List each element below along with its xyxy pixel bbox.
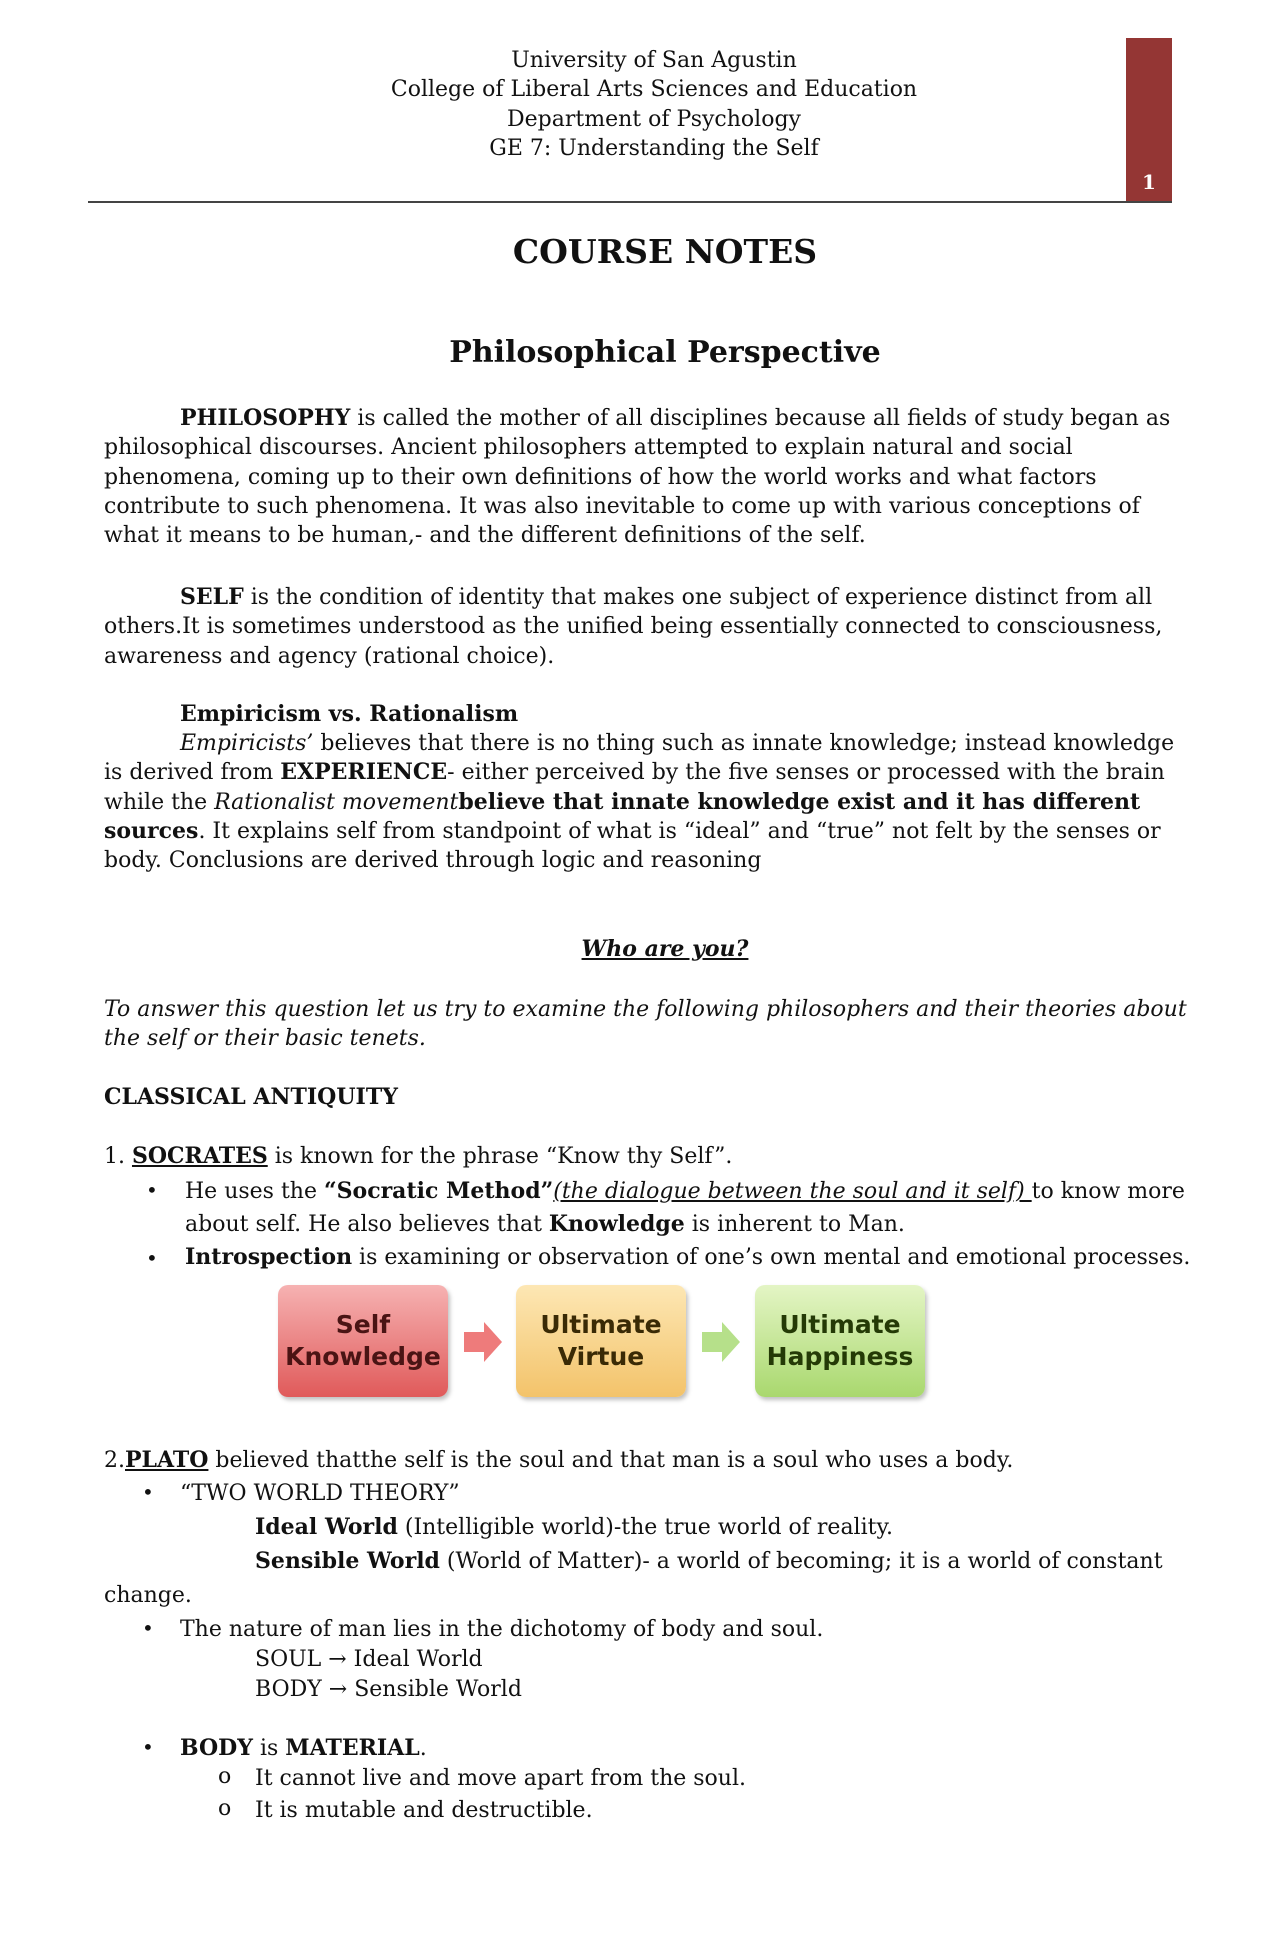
- rationalist-term: Rationalist movement: [214, 789, 459, 815]
- self-paragraph: [104, 583, 1194, 671]
- bullet-icon: •: [146, 1178, 158, 1202]
- socrates-text: is known for the phrase “Know thy Self”.: [267, 1144, 733, 1169]
- ultimate-virtue-box: [516, 1285, 686, 1397]
- material-term: MATERIAL: [285, 1735, 420, 1761]
- header-rule: [88, 201, 1172, 203]
- sub-bullet-icon: o: [218, 1764, 232, 1789]
- knowledge-term: Knowledge: [548, 1211, 685, 1237]
- dichotomy-bullet: The nature of man lies in the dichotomy of body and soul.: [180, 1617, 824, 1642]
- sensible-world-line: [255, 1547, 1205, 1576]
- socratic-method-bullet: [185, 1175, 1205, 1241]
- bullet-icon: •: [142, 1480, 154, 1504]
- emp-text-1: believes that there is no thing such as innate knowledge; instead knowledge is derived from: [104, 731, 1175, 786]
- rationalist-belief: believe that innate knowledge exist and it has different sources: [104, 788, 1141, 844]
- self-text: is the condition of identity that makes one subject of experience distinct from all others.It is sometimes understood as the unified being essentially connected to consciousness, awareness and agency (rational choice).: [104, 585, 1163, 669]
- empiricism-heading-text: Empiricism vs. Rationalism: [180, 701, 519, 727]
- soul-ideal-line: SOUL → Ideal World: [255, 1647, 483, 1672]
- bullet-icon: •: [146, 1246, 158, 1270]
- body-sensible-line: BODY → Sensible World: [255, 1677, 522, 1702]
- ideal-world-line: [255, 1513, 1205, 1542]
- two-world-theory: “TWO WORLD THEORY”: [180, 1481, 460, 1506]
- body-subpoint-2: It is mutable and destructible.: [255, 1798, 593, 1823]
- body-is: is: [252, 1736, 286, 1761]
- plato-name: PLATO: [125, 1447, 209, 1473]
- arrow-right-icon: [702, 1322, 742, 1362]
- box2-line1: Ultimate: [540, 1310, 662, 1339]
- philosophy-paragraph: [104, 404, 1194, 550]
- header-course: GE 7: Understanding the Self: [489, 136, 819, 161]
- header-department: Department of Psychology: [507, 107, 801, 132]
- ultimate-happiness-box: [755, 1285, 925, 1397]
- sensible-world-term: Sensible World: [255, 1548, 440, 1574]
- emp-text-2: - either perceived by the five senses or processed with the brain while the: [104, 760, 1165, 815]
- bullet-icon: •: [142, 1616, 154, 1640]
- header-college: College of Liberal Arts Sciences and Education: [390, 77, 918, 102]
- change-line: change.: [104, 1583, 192, 1608]
- box3-line1: Ultimate: [779, 1310, 901, 1339]
- bullet-icon: •: [142, 1735, 154, 1759]
- box3-line2: Happiness: [766, 1342, 914, 1371]
- page-number-tab: [1126, 38, 1172, 202]
- socratic-text-c: is inherent to Man.: [684, 1212, 905, 1237]
- empiricism-paragraph: [104, 729, 1194, 875]
- socratic-method-definition: (the dialogue between the soul and it self): [553, 1179, 1032, 1204]
- empiricists-term: Empiricists’: [180, 731, 314, 756]
- socrates-name: SOCRATES: [131, 1143, 268, 1169]
- intro-paragraph: To answer this question let us try to examine the following philosophers and their theories about the self or their basic tenets.: [104, 997, 1187, 1052]
- body-term: BODY: [180, 1735, 253, 1761]
- plato-number: 2.: [104, 1448, 125, 1473]
- body-subpoint-1: It cannot live and move apart from the soul.: [255, 1766, 746, 1791]
- socratic-method-term: “Socratic Method”: [323, 1178, 554, 1204]
- introspection-bullet: [185, 1243, 1205, 1272]
- page-number: 1: [1142, 170, 1156, 194]
- introspection-text: is examining or observation of one’s own mental and emotional processes.: [352, 1245, 1191, 1270]
- section-subtitle: Philosophical Perspective: [449, 335, 881, 370]
- classical-antiquity-heading: CLASSICAL ANTIQUITY: [104, 1084, 398, 1110]
- body-material-bullet: [180, 1734, 1270, 1763]
- introspection-term: Introspection: [185, 1244, 353, 1270]
- box1-line1: Self: [335, 1310, 391, 1339]
- ideal-world-term: Ideal World: [255, 1514, 398, 1540]
- self-knowledge-box: [278, 1285, 448, 1397]
- philosophy-text: is called the mother of all disciplines because all fields of study began as philosophical discourses. Ancient philosophers attempted to explain natural and social phenomena, coming up to their own definitions of how the world works and what factors contribute to such phenomena. It was also inevitable to come up with various conceptions of what it means to be human,- and the different definitions of the self.: [104, 406, 1171, 549]
- sensible-world-text: (World of Matter)- a world of becoming; it is a world of constant: [439, 1549, 1163, 1574]
- socrates-line: [104, 1142, 1194, 1171]
- experience-term: EXPERIENCE: [280, 759, 448, 786]
- page-title: COURSE NOTES: [512, 232, 818, 271]
- sub-bullet-icon: o: [218, 1796, 232, 1821]
- self-term: SELF: [180, 584, 244, 610]
- box1-line2: Knowledge: [285, 1342, 441, 1371]
- plato-text: believed thatthe self is the soul and that man is a soul who uses a body.: [208, 1448, 1014, 1473]
- philosophy-term: PHILOSOPHY: [180, 405, 351, 431]
- empiricism-heading: [104, 700, 1194, 729]
- emp-text-3: . It explains self from standpoint of what is “ideal” and “true” not felt by the senses or body. Conclusions are derived through logic and reasoning: [104, 818, 1161, 874]
- socratic-text-b: to know more about self. He also believes that: [185, 1179, 1185, 1237]
- header-university: University of San Agustin: [511, 48, 797, 73]
- socratic-text-a: He uses the: [185, 1179, 324, 1204]
- body-period: .: [419, 1736, 427, 1761]
- socrates-number: 1.: [104, 1144, 132, 1169]
- who-are-you-heading: Who are you?: [581, 936, 749, 962]
- ideal-world-text: (Intelligible world)-the true world of reality.: [397, 1515, 893, 1540]
- box2-line2: Virtue: [557, 1342, 645, 1371]
- arrow-right-icon: [464, 1322, 504, 1362]
- plato-line: [104, 1446, 1194, 1475]
